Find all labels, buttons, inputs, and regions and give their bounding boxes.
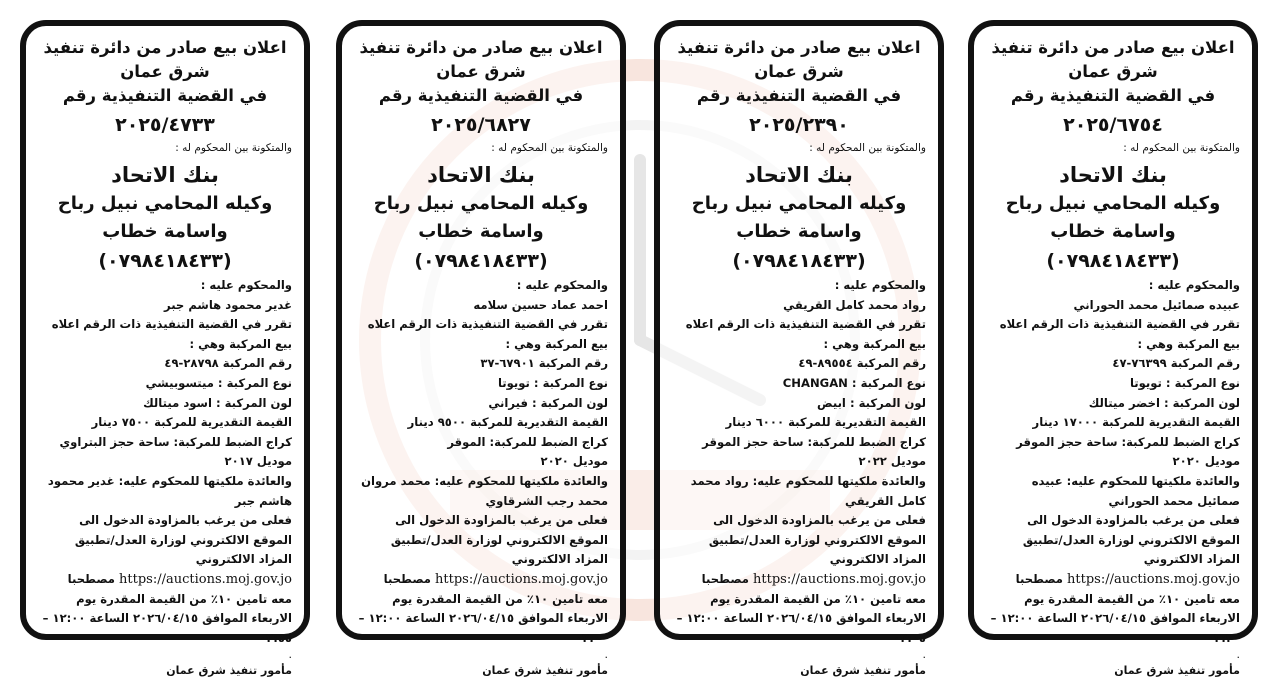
decision-text: تقرر في القضية التنفيذية ذات الرقم اعلاه بيع المركبة وهي : [685,317,926,351]
vehicle-color: لون المركبة : اسود ميتالك [143,395,292,410]
end-dot: . [922,648,926,662]
bid-instructions: فعلى من يرغب بالمزاودة الدخول الى الموقع الالكتروني لوزارة العدل/تطبيق المزاد الالكتروني [390,513,608,567]
debtor-name: عبيده صمائيل محمد الحوراني [1073,297,1240,312]
vehicle-make: نوع المركبة : CHANGAN [782,375,926,390]
decision-text: تقرر في القضية التنفيذية ذات الرقم اعلاه بيع المركبة وهي : [51,317,292,351]
vehicle-color: لون المركبة : ابيض [817,395,926,410]
plate-number: رقم المركبة ٨٩٥٥٤-٤٩ [798,356,926,371]
case-number: ٢٠٢٥/٢٣٩٠ [749,114,849,136]
bid-instructions: فعلى من يرغب بالمزاودة الدخول الى الموقع الالكتروني لوزارة العدل/تطبيق المزاد الالكتروني [1022,513,1240,567]
phone-number: (٠٧٩٨٤١٨٤٣٣) [98,250,232,272]
vehicle-make: نوع المركبة : تويوتا [497,375,608,390]
garage-location: كراج الضبط للمركبة: ساحة حجز الموقر [1016,434,1240,449]
owner-line: والعائدة ملكيتها للمحكوم عليه: عبيده صمائيل محمد الحوراني [1031,473,1240,508]
notice-subtitle: في القضية التنفيذية رقم [1010,86,1216,105]
auction-site-link[interactable]: https://auctions.moj.gov.jo [1067,571,1240,587]
sale-notice-card-3 [336,20,626,678]
auction-site-link[interactable]: https://auctions.moj.gov.jo [753,571,926,587]
deposit-and-date: معه تامين ١٠٪ من القيمة المقدرة يوم الاربعاء الموافق ٢٠٢٦/٠٤/١٥ الساعة ١٢:٠٠ – ٠٢:٥٥ [42,591,292,645]
lawyer-line: وكيله المحامي نبيل رباح واسامة خطاب [691,193,907,242]
officer-signature: مأمور تنفيذ شرق عمان [482,664,608,678]
end-dot: . [1236,648,1240,662]
sale-notice-card-1 [968,20,1258,678]
notice-title: اعلان بيع صادر من دائرة تنفيذ شرق عمان [359,38,603,81]
site-suffix: مصطحبا [701,571,749,586]
creditor-label: والمتكونة بين المحكوم له : [175,142,292,154]
phone-number: (٠٧٩٨٤١٨٤٣٣) [414,250,548,272]
decision-text: تقرر في القضية التنفيذية ذات الرقم اعلاه بيع المركبة وهي : [367,317,608,351]
bank-name: بنك الاتحاد [427,163,535,187]
garage-location: كراج الضبط للمركبة: ساحة حجز البتراوي [59,434,292,449]
bank-name: بنك الاتحاد [1059,163,1167,187]
bid-instructions: فعلى من يرغب بالمزاودة الدخول الى الموقع الالكتروني لوزارة العدل/تطبيق المزاد الالكتروني [708,513,926,567]
lawyer-line: وكيله المحامي نبيل رباح واسامة خطاب [373,193,589,242]
notice-title: اعلان بيع صادر من دائرة تنفيذ شرق عمان [991,38,1235,81]
sale-notice-card-2 [654,20,944,678]
creditor-label: والمتكونة بين المحكوم له : [809,142,926,154]
vehicle-model-year: موديل ٢٠٢٠ [1172,454,1240,469]
site-suffix: مصطحبا [383,571,431,586]
deposit-and-date: معه تامين ١٠٪ من القيمة المقدرة يوم الاربعاء الموافق ٢٠٢٦/٠٤/١٥ الساعة ١٢:٠٠ – ٠٢:٢٠ [990,591,1240,645]
vehicle-color: لون المركبة : فيراني [488,395,608,410]
bank-name: بنك الاتحاد [745,163,853,187]
lawyer-line: وكيله المحامي نبيل رباح واسامة خطاب [57,193,273,242]
lawyer-line: وكيله المحامي نبيل رباح واسامة خطاب [1005,193,1221,242]
vehicle-make: نوع المركبة : تويوتا [1129,375,1240,390]
vehicle-model-year: موديل ٢٠١٧ [224,454,292,469]
debtor-label: والمحكوم عليه : [200,278,292,292]
officer-signature: مأمور تنفيذ شرق عمان [1114,664,1240,678]
deposit-and-date: معه تامين ١٠٪ من القيمة المقدرة يوم الاربعاء الموافق ٢٠٢٦/٠٤/١٥ الساعة ١٢:٠٠ – ٠٢:٠٠ [358,591,608,645]
plate-number: رقم المركبة ٦٧٩٠١-٣٧ [480,356,608,371]
vehicle-model-year: موديل ٢٠٢٠ [540,454,608,469]
sale-notice-card-4 [20,20,310,678]
officer-signature: مأمور تنفيذ شرق عمان [166,664,292,678]
vehicle-model-year: موديل ٢٠٢٢ [858,454,926,469]
vehicle-value: القيمة التقديرية للمركبة ٩٥٠٠ دينار [407,415,608,430]
debtor-name: رواد محمد كامل القريقي [783,297,926,312]
case-number: ٢٠٢٥/٦٨٢٧ [431,114,531,136]
vehicle-make: نوع المركبة : ميتسوبيشي [145,375,292,390]
notice-subtitle: في القضية التنفيذية رقم [378,86,584,105]
deposit-and-date: معه تامين ١٠٪ من القيمة المقدرة يوم الاربعاء الموافق ٢٠٢٦/٠٤/١٥ الساعة ١٢:٠٠ – ٠٢:٠٥ [676,591,926,645]
vehicle-value: القيمة التقديرية للمركبة ٧٥٠٠ دينار [91,415,292,430]
plate-number: رقم المركبة ٧٦٣٩٩-٤٧ [1112,356,1240,371]
notice-subtitle: في القضية التنفيذية رقم [62,86,268,105]
debtor-label: والمحكوم عليه : [516,278,608,292]
debtor-label: والمحكوم عليه : [834,278,926,292]
vehicle-value: القيمة التقديرية للمركبة ٦٠٠٠ دينار [725,415,926,430]
notice-subtitle: في القضية التنفيذية رقم [696,86,902,105]
bank-name: بنك الاتحاد [111,163,219,187]
debtor-label: والمحكوم عليه : [1148,278,1240,292]
case-number: ٢٠٢٥/٤٧٣٣ [115,114,215,136]
vehicle-value: القيمة التقديرية للمركبة ١٧٠٠٠ دينار [1032,415,1240,430]
notice-title: اعلان بيع صادر من دائرة تنفيذ شرق عمان [43,38,287,81]
vehicle-color: لون المركبة : اخضر ميتالك [1088,395,1240,410]
debtor-name: غدير محمود هاشم جبر [163,297,292,312]
plate-number: رقم المركبة ٢٨٧٩٨-٤٩ [164,356,292,371]
garage-location: كراج الضبط للمركبة: ساحة حجز الموقر [702,434,926,449]
auction-site-link[interactable]: https://auctions.moj.gov.jo [435,571,608,587]
phone-number: (٠٧٩٨٤١٨٤٣٣) [1046,250,1180,272]
officer-signature: مأمور تنفيذ شرق عمان [800,664,926,678]
phone-number: (٠٧٩٨٤١٨٤٣٣) [732,250,866,272]
auction-site-link[interactable]: https://auctions.moj.gov.jo [119,571,292,587]
creditor-label: والمتكونة بين المحكوم له : [491,142,608,154]
bid-instructions: فعلى من يرغب بالمزاودة الدخول الى الموقع الالكتروني لوزارة العدل/تطبيق المزاد الالكتروني [74,513,292,567]
end-dot: . [604,648,608,662]
case-number: ٢٠٢٥/٦٧٥٤ [1063,114,1163,136]
debtor-name: احمد عماد حسين سلامه [473,297,608,312]
site-suffix: مصطحبا [67,571,115,586]
creditor-label: والمتكونة بين المحكوم له : [1123,142,1240,154]
site-suffix: مصطحبا [1015,571,1063,586]
owner-line: والعائدة ملكيتها للمحكوم عليه: محمد مروان محمد رجب الشرقاوي [361,473,608,508]
owner-line: والعائدة ملكيتها للمحكوم عليه: غدير محمود هاشم جبر [47,473,292,508]
owner-line: والعائدة ملكيتها للمحكوم عليه: رواد محمد كامل القريقي [690,473,926,508]
garage-location: كراج الضبط للمركبة: الموقر [447,434,608,449]
notice-title: اعلان بيع صادر من دائرة تنفيذ شرق عمان [677,38,921,81]
end-dot: . [288,648,292,662]
decision-text: تقرر في القضية التنفيذية ذات الرقم اعلاه بيع المركبة وهي : [999,317,1240,351]
